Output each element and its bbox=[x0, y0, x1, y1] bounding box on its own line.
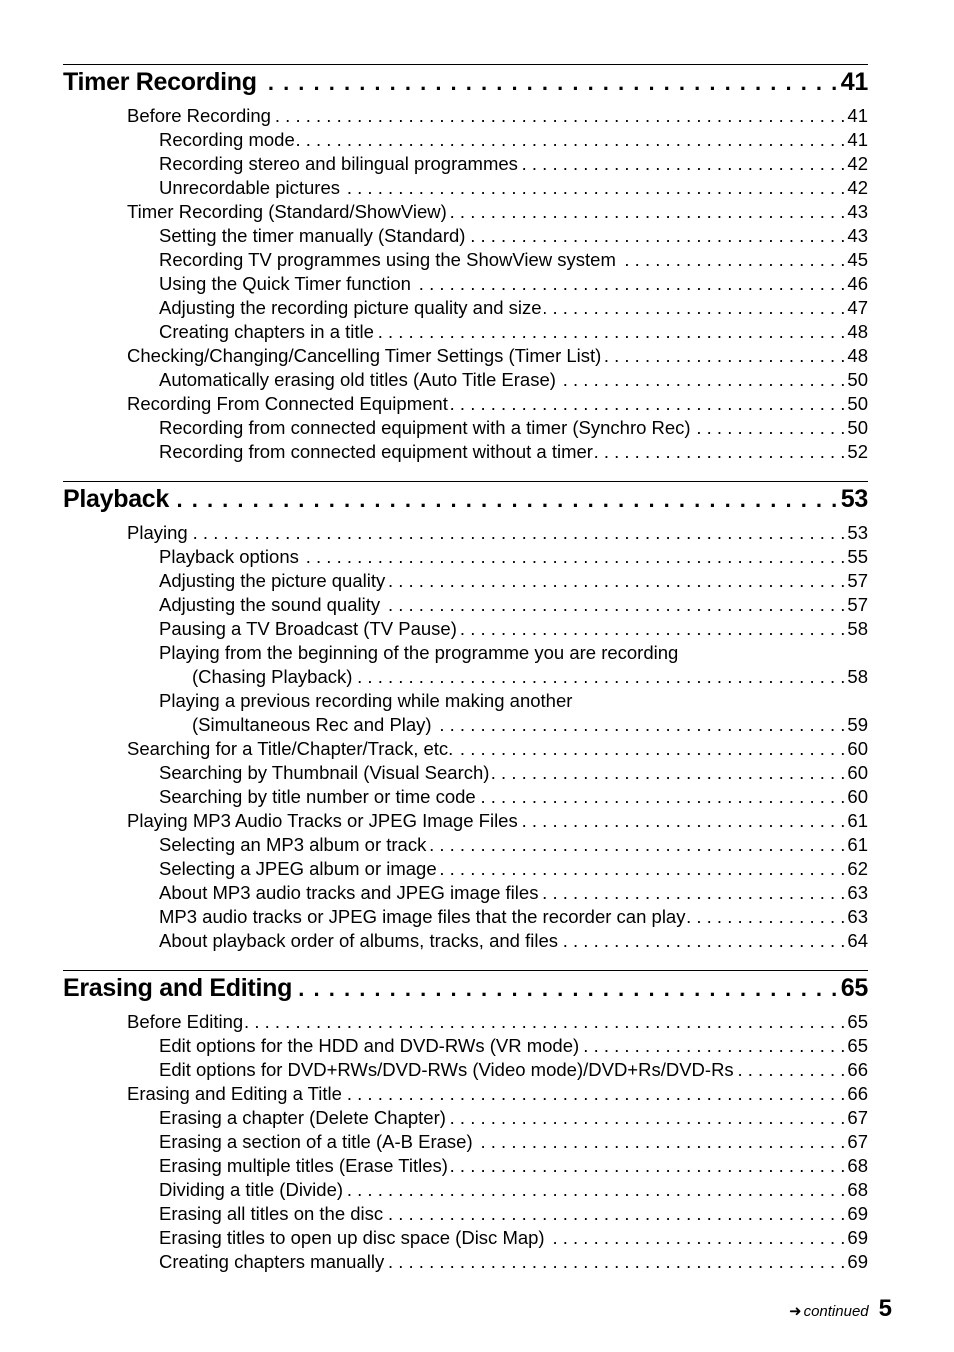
toc-entry-title: Before Editing bbox=[127, 1011, 244, 1032]
toc-entry[interactable] bbox=[63, 761, 868, 785]
toc-entry-title: Timer Recording (Standard/ShowView) bbox=[127, 201, 447, 222]
toc-entry-title: Playback options bbox=[159, 546, 299, 567]
toc-entry[interactable] bbox=[63, 1130, 868, 1154]
toc-entry-page: 63 bbox=[847, 906, 868, 927]
toc-entry[interactable] bbox=[63, 272, 868, 296]
toc-entry-title: Erasing and Editing a Title bbox=[127, 1083, 342, 1104]
toc-entry-title: MP3 audio tracks or JPEG image files that the recorder can play bbox=[159, 906, 686, 927]
toc-entry-page: 68 bbox=[847, 1179, 868, 1200]
toc-entry-title: Setting the timer manually (Standard) bbox=[159, 225, 466, 246]
toc-entry-page: 52 bbox=[847, 441, 868, 462]
toc-entry-title: Adjusting the picture quality bbox=[159, 570, 386, 591]
dot-leader bbox=[273, 104, 845, 128]
dot-leader bbox=[301, 545, 846, 569]
dot-leader bbox=[520, 809, 846, 833]
section-heading[interactable] bbox=[63, 974, 868, 1010]
dot-leader bbox=[459, 617, 846, 641]
toc-entry-page: 50 bbox=[847, 417, 868, 438]
toc-entry[interactable] bbox=[63, 320, 868, 344]
dot-leader bbox=[581, 1034, 845, 1058]
toc-entry-title: Dividing a title (Divide) bbox=[159, 1179, 344, 1200]
toc-entry[interactable] bbox=[63, 833, 868, 857]
dot-leader bbox=[297, 128, 846, 152]
toc-entry[interactable] bbox=[63, 593, 868, 617]
toc-entry-title: About playback order of albums, tracks, and files bbox=[159, 930, 558, 951]
toc-entry-page: 46 bbox=[847, 273, 868, 294]
dot-leader bbox=[618, 248, 846, 272]
toc-entry[interactable] bbox=[63, 248, 868, 272]
toc-entry-page: 43 bbox=[847, 225, 868, 246]
dot-leader bbox=[736, 1058, 846, 1082]
toc-entry-continuation-title: (Simultaneous Rec and Play) bbox=[192, 714, 432, 735]
toc-entry-page: 61 bbox=[847, 834, 868, 855]
toc-entry-page: 66 bbox=[847, 1059, 868, 1080]
page-footer bbox=[789, 1295, 892, 1323]
toc-entry[interactable] bbox=[63, 521, 868, 545]
dot-leader bbox=[520, 152, 846, 176]
toc-entry-page: 42 bbox=[847, 153, 868, 174]
toc-entry-title: Before Recording bbox=[127, 105, 271, 126]
toc-entry-title: Adjusting the sound quality bbox=[159, 594, 381, 615]
toc-entry[interactable] bbox=[63, 344, 868, 368]
toc-entry-title: Edit options for the HDD and DVD-RWs (VR mode) bbox=[159, 1035, 580, 1056]
toc-entry-page: 65 bbox=[847, 1011, 868, 1032]
toc-entry-title: Pausing a TV Broadcast (TV Pause) bbox=[159, 618, 457, 639]
toc-entry[interactable] bbox=[63, 689, 868, 713]
dot-leader bbox=[439, 857, 846, 881]
dot-leader bbox=[376, 320, 846, 344]
section-heading-title: Timer Recording bbox=[63, 68, 257, 96]
continued-label: continued bbox=[803, 1303, 869, 1320]
toc-entry[interactable] bbox=[63, 881, 868, 905]
dot-leader bbox=[259, 70, 839, 96]
toc-entry-page: 42 bbox=[847, 177, 868, 198]
toc-entry-title: About MP3 audio tracks and JPEG image files bbox=[159, 882, 539, 903]
toc-entry[interactable] bbox=[63, 785, 868, 809]
dot-leader bbox=[385, 1202, 845, 1226]
toc-entry-title: Playing MP3 Audio Tracks or JPEG Image Files bbox=[127, 810, 518, 831]
toc-entry-title: Erasing a section of a title (A-B Erase) bbox=[159, 1131, 473, 1152]
dot-leader bbox=[245, 1010, 845, 1034]
dot-leader bbox=[413, 272, 846, 296]
toc-entry[interactable] bbox=[63, 440, 868, 464]
toc-entry-page: 61 bbox=[847, 810, 868, 831]
dot-leader bbox=[491, 761, 845, 785]
toc-entry-page: 60 bbox=[847, 786, 868, 807]
toc-entry-title: Playing from the beginning of the programme you are recording bbox=[159, 642, 679, 663]
toc-entry-page: 48 bbox=[847, 321, 868, 342]
toc-entry[interactable] bbox=[63, 416, 868, 440]
dot-leader bbox=[448, 1106, 846, 1130]
dot-leader bbox=[171, 487, 839, 513]
arrow-icon: ➜ bbox=[789, 1303, 802, 1320]
toc-entry[interactable] bbox=[63, 737, 868, 761]
toc-entry-title: Selecting an MP3 album or track bbox=[159, 834, 427, 855]
toc-entry[interactable] bbox=[63, 368, 868, 392]
page-number: 5 bbox=[878, 1295, 892, 1322]
dot-leader bbox=[354, 665, 845, 689]
section-heading-page: 53 bbox=[840, 485, 868, 513]
toc-section bbox=[63, 64, 868, 464]
dot-leader bbox=[344, 1082, 845, 1106]
toc-entry[interactable] bbox=[63, 809, 868, 833]
toc-entry-title: Erasing multiple titles (Erase Titles) bbox=[159, 1155, 448, 1176]
toc-entry-title: Searching by Thumbnail (Visual Search) bbox=[159, 762, 490, 783]
toc-entry-title: Automatically erasing old titles (Auto Title Erase) bbox=[159, 369, 556, 390]
section-heading[interactable] bbox=[63, 485, 868, 521]
toc-entry[interactable] bbox=[63, 569, 868, 593]
toc-entry[interactable] bbox=[63, 392, 868, 416]
toc-entry-continuation-page: 59 bbox=[847, 714, 868, 735]
dot-leader bbox=[382, 593, 845, 617]
toc-entry-page: 63 bbox=[847, 882, 868, 903]
toc-entry[interactable] bbox=[63, 1010, 868, 1034]
toc-entry[interactable] bbox=[63, 1178, 868, 1202]
toc-entry-page: 64 bbox=[847, 930, 868, 951]
section-heading-page: 41 bbox=[840, 68, 868, 96]
dot-leader bbox=[540, 881, 845, 905]
toc-entry[interactable] bbox=[63, 1226, 868, 1250]
toc-entry-page: 62 bbox=[847, 858, 868, 879]
toc-entry[interactable] bbox=[63, 1082, 868, 1106]
toc-entry[interactable] bbox=[63, 929, 868, 953]
toc-entry-continuation-title: (Chasing Playback) bbox=[192, 666, 353, 687]
dot-leader bbox=[342, 176, 845, 200]
dot-leader bbox=[387, 569, 845, 593]
dot-leader bbox=[450, 392, 846, 416]
toc-entry-page: 48 bbox=[847, 345, 868, 366]
dot-leader bbox=[560, 929, 845, 953]
toc-entry[interactable] bbox=[63, 1034, 868, 1058]
toc-entry-continuation-page: 58 bbox=[847, 666, 868, 687]
toc-entry[interactable] bbox=[63, 905, 868, 929]
toc-entry-title: Erasing all titles on the disc bbox=[159, 1203, 384, 1224]
toc-entry-title: Checking/Changing/Cancelling Timer Settings (Timer List) bbox=[127, 345, 602, 366]
toc-entry[interactable] bbox=[63, 545, 868, 569]
dot-leader bbox=[450, 1154, 846, 1178]
toc-entry[interactable] bbox=[63, 176, 868, 200]
toc-entry-title: Recording from connected equipment without a timer bbox=[159, 441, 593, 462]
toc-entry-page: 53 bbox=[847, 522, 868, 543]
toc-entry-title: Erasing a chapter (Delete Chapter) bbox=[159, 1107, 446, 1128]
toc-entry-page: 58 bbox=[847, 618, 868, 639]
dot-leader bbox=[547, 1226, 846, 1250]
toc-entry[interactable] bbox=[63, 104, 868, 128]
toc-entry[interactable] bbox=[63, 296, 868, 320]
toc-entry-page: 41 bbox=[847, 129, 868, 150]
toc-entry-page: 41 bbox=[847, 105, 868, 126]
toc-entry-page: 57 bbox=[847, 594, 868, 615]
dot-leader bbox=[455, 737, 845, 761]
dot-leader bbox=[603, 344, 845, 368]
dot-leader bbox=[693, 416, 846, 440]
toc-entry-continuation[interactable] bbox=[63, 713, 868, 737]
dot-leader bbox=[687, 905, 845, 929]
toc-entry-page: 43 bbox=[847, 201, 868, 222]
toc-entry-title: Adjusting the recording picture quality and size bbox=[159, 297, 542, 318]
toc-entry-title: Playing a previous recording while making another bbox=[159, 690, 573, 711]
toc-entry-page: 45 bbox=[847, 249, 868, 270]
dot-leader bbox=[428, 833, 845, 857]
toc-section bbox=[63, 970, 868, 1274]
toc-entry-page: 55 bbox=[847, 546, 868, 567]
toc-entry[interactable] bbox=[63, 200, 868, 224]
toc-entry-title: Selecting a JPEG album or image bbox=[159, 858, 437, 879]
toc-entry-continuation[interactable] bbox=[63, 665, 868, 689]
dot-leader bbox=[449, 200, 846, 224]
toc-entry-page: 50 bbox=[847, 393, 868, 414]
dot-leader bbox=[544, 296, 846, 320]
dot-leader bbox=[190, 521, 846, 545]
toc-entry[interactable] bbox=[63, 128, 868, 152]
toc-entry-page: 69 bbox=[847, 1203, 868, 1224]
toc-entry-title: Recording from connected equipment with a timer (Synchro Rec) bbox=[159, 417, 691, 438]
toc-entry-page: 57 bbox=[847, 570, 868, 591]
toc-entry[interactable] bbox=[63, 1154, 868, 1178]
toc-entry[interactable] bbox=[63, 641, 868, 665]
dot-leader bbox=[467, 224, 845, 248]
toc-entry-page: 47 bbox=[847, 297, 868, 318]
toc-entry-title: Creating chapters in a title bbox=[159, 321, 374, 342]
toc-entry-title: Searching by title number or time code bbox=[159, 786, 476, 807]
toc-entry[interactable] bbox=[63, 857, 868, 881]
toc-entry[interactable] bbox=[63, 1106, 868, 1130]
toc-entry[interactable] bbox=[63, 1202, 868, 1226]
toc-entry-page: 67 bbox=[847, 1131, 868, 1152]
toc-entry[interactable] bbox=[63, 1058, 868, 1082]
dot-leader bbox=[294, 976, 839, 1002]
toc-entry-page: 60 bbox=[847, 738, 868, 759]
toc-entry-page: 60 bbox=[847, 762, 868, 783]
toc-entry-page: 50 bbox=[847, 369, 868, 390]
dot-leader bbox=[595, 440, 845, 464]
section-heading-title: Erasing and Editing bbox=[63, 974, 293, 1002]
dot-leader bbox=[386, 1250, 845, 1274]
toc-section bbox=[63, 481, 868, 953]
toc-entry-title: Erasing titles to open up disc space (Disc Map) bbox=[159, 1227, 545, 1248]
toc-entry-page: 65 bbox=[847, 1035, 868, 1056]
toc-entry[interactable] bbox=[63, 617, 868, 641]
toc-entry-page: 69 bbox=[847, 1227, 868, 1248]
toc-entry-title: Recording mode bbox=[159, 129, 295, 150]
dot-leader bbox=[475, 1130, 846, 1154]
toc-entry-title: Playing bbox=[127, 522, 188, 543]
section-heading-page: 65 bbox=[840, 974, 868, 1002]
toc-entry-title: Edit options for DVD+RWs/DVD-RWs (Video mode)/DVD+Rs/DVD-Rs bbox=[159, 1059, 734, 1080]
toc-entry[interactable] bbox=[63, 152, 868, 176]
toc-entry-title: Using the Quick Timer function bbox=[159, 273, 411, 294]
table-of-contents bbox=[63, 64, 868, 1291]
dot-leader bbox=[345, 1178, 845, 1202]
toc-entry[interactable] bbox=[63, 224, 868, 248]
section-heading[interactable] bbox=[63, 68, 868, 104]
toc-entry-title: Unrecordable pictures bbox=[159, 177, 340, 198]
toc-entry-title: Searching for a Title/Chapter/Track, etc. bbox=[127, 738, 454, 759]
toc-entry-page: 69 bbox=[847, 1251, 868, 1272]
toc-entry-title: Recording TV programmes using the ShowView system bbox=[159, 249, 616, 270]
toc-entry-title: Recording From Connected Equipment bbox=[127, 393, 448, 414]
toc-entry-page: 66 bbox=[847, 1083, 868, 1104]
dot-leader bbox=[478, 785, 846, 809]
toc-entry-title: Creating chapters manually bbox=[159, 1251, 385, 1272]
dot-leader bbox=[434, 713, 846, 737]
toc-entry-page: 67 bbox=[847, 1107, 868, 1128]
dot-leader bbox=[558, 368, 846, 392]
section-heading-title: Playback bbox=[63, 485, 170, 513]
toc-entry[interactable] bbox=[63, 1250, 868, 1274]
toc-entry-page: 68 bbox=[847, 1155, 868, 1176]
toc-entry-title: Recording stereo and bilingual programmes bbox=[159, 153, 518, 174]
